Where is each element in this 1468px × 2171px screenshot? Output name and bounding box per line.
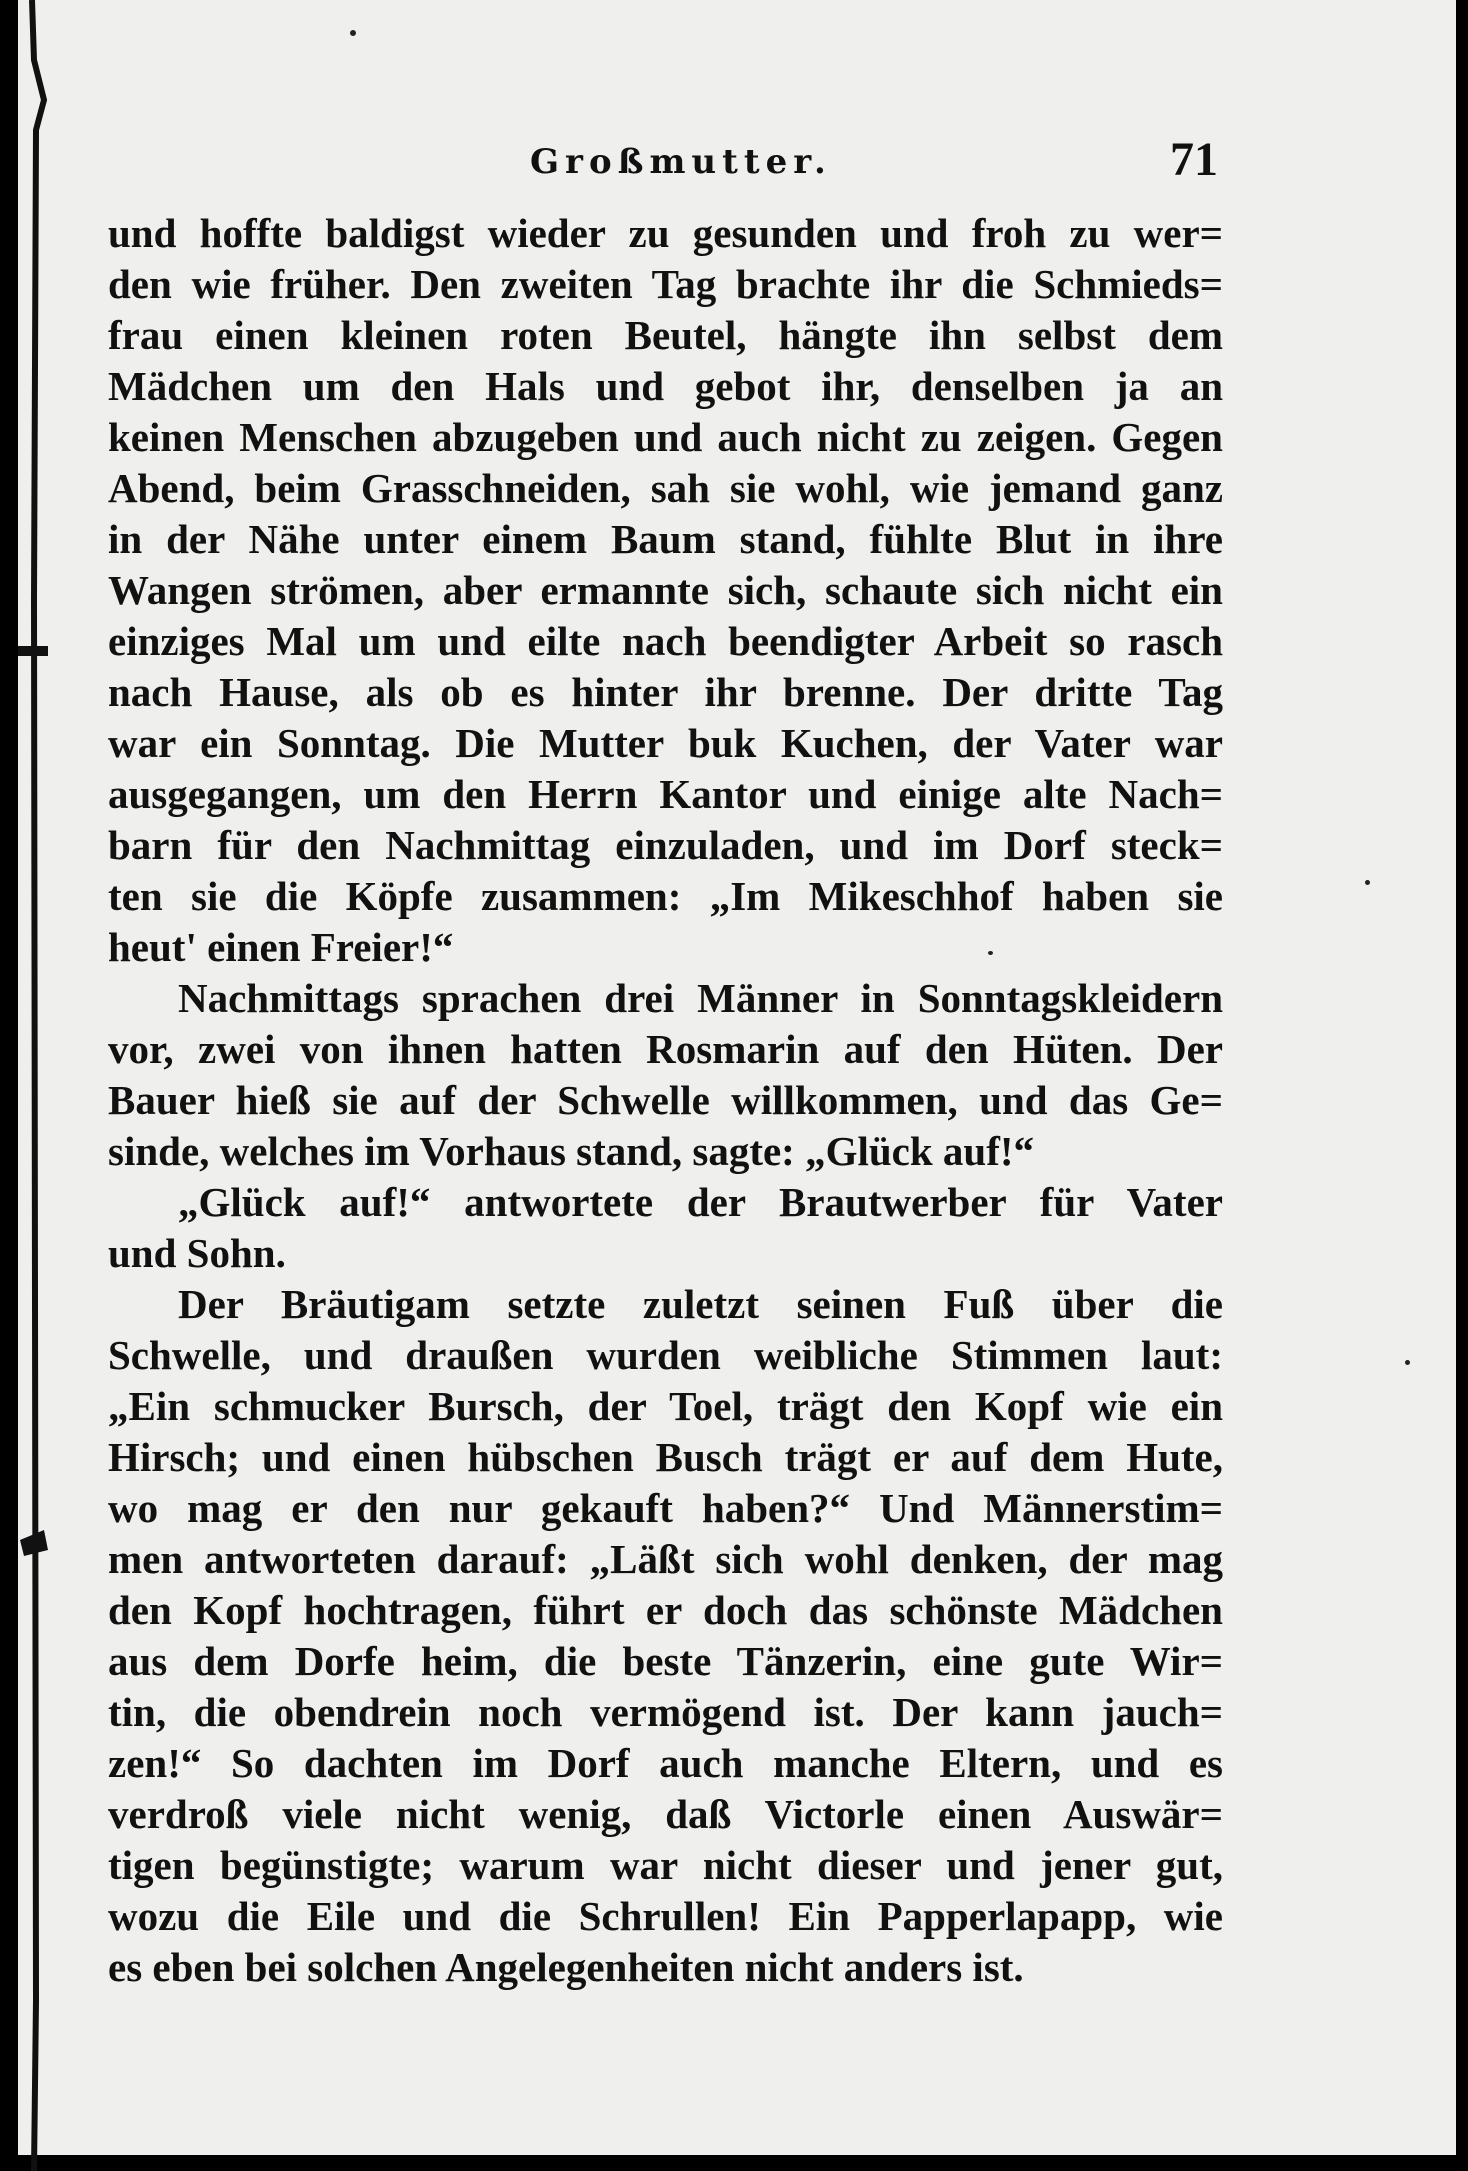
text-line: Abend, beim Grasschneiden, sah sie wohl, wie jemand ganz [108, 465, 1223, 511]
text-line: Der Bräutigam setzte zuletzt seinen Fuß über die [178, 1281, 1223, 1327]
text-line: den wie früher. Den zweiten Tag brachte ihr die Schmieds= [108, 261, 1223, 307]
text-line: einziges Mal um und eilte nach beendigter Arbeit so rasch [108, 618, 1223, 664]
text-line: nach Hause, als ob es hinter ihr brenne. Der dritte Tag [108, 669, 1223, 715]
text-line: tin, die obendrein noch vermögend ist. Der kann jauch= [108, 1689, 1223, 1735]
text-line: Hirsch; und einen hübschen Busch trägt er auf dem Hute, [108, 1434, 1223, 1480]
binding-edge-mark [14, 0, 48, 2171]
text-line: Mädchen um den Hals und gebot ihr, denselben ja an [108, 363, 1223, 409]
page-number: 71 [1170, 133, 1218, 186]
text-line: tigen begünstigte; warum war nicht dieser und jener gut, [108, 1842, 1223, 1888]
paper-speck [350, 30, 356, 36]
text-line: Schwelle, und draußen wurden weibliche Stimmen laut: [108, 1332, 1223, 1378]
text-line: es eben bei solchen Angelegenheiten nicht anders ist. [108, 1944, 1024, 1990]
text-line: sinde, welches im Vorhaus stand, sagte: „Glück auf!“ [108, 1128, 1035, 1174]
text-line: barn für den Nachmittag einzuladen, und im Dorf steck= [108, 822, 1223, 868]
text-line: heut' einen Freier!“ [108, 924, 454, 970]
text-line: zen!“ So dachten im Dorf auch manche Eltern, und es [108, 1740, 1223, 1786]
text-line: Nachmittags sprachen drei Männer in Sonntagskleidern [178, 975, 1223, 1021]
text-line: wozu die Eile und die Schrullen! Ein Papperlapapp, wie [108, 1893, 1223, 1939]
text-line: „Glück auf!“ antwortete der Brautwerber für Vater [178, 1179, 1223, 1225]
text-line: ten sie die Köpfe zusammen: „Im Mikeschhof haben sie [108, 873, 1223, 919]
running-head: Großmutter. [530, 142, 832, 182]
paper-speck [1365, 880, 1370, 885]
paper-speck [1405, 1360, 1410, 1365]
text-line: men antworteten darauf: „Läßt sich wohl denken, der mag [108, 1536, 1223, 1582]
text-line: und Sohn. [108, 1230, 286, 1276]
text-line: keinen Menschen abzugeben und auch nicht zu zeigen. Gegen [108, 414, 1223, 460]
text-line: und hoffte baldigst wieder zu gesunden und froh zu wer= [108, 210, 1223, 256]
text-line: war ein Sonntag. Die Mutter buk Kuchen, der Vater war [108, 720, 1223, 766]
text-line: vor, zwei von ihnen hatten Rosmarin auf den Hüten. Der [108, 1026, 1223, 1072]
text-line: aus dem Dorfe heim, die beste Tänzerin, eine gute Wir= [108, 1638, 1223, 1684]
text-line: Wangen strömen, aber ermannte sich, schaute sich nicht ein [108, 567, 1223, 613]
text-line: wo mag er den nur gekauft haben?“ Und Männerstim= [108, 1485, 1223, 1531]
text-line: in der Nähe unter einem Baum stand, fühlte Blut in ihre [108, 516, 1223, 562]
text-line: „Ein schmucker Bursch, der Toel, trägt den Kopf wie ein [108, 1383, 1223, 1429]
text-line: ausgegangen, um den Herrn Kantor und einige alte Nach= [108, 771, 1223, 817]
text-line: den Kopf hochtragen, führt er doch das schönste Mädchen [108, 1587, 1223, 1633]
body-text [108, 208, 1223, 1993]
text-line: frau einen kleinen roten Beutel, hängte ihn selbst dem [108, 312, 1223, 358]
text-line: verdroß viele nicht wenig, daß Victorle einen Auswär= [108, 1791, 1223, 1837]
text-line: Bauer hieß sie auf der Schwelle willkommen, und das Ge= [108, 1077, 1223, 1123]
